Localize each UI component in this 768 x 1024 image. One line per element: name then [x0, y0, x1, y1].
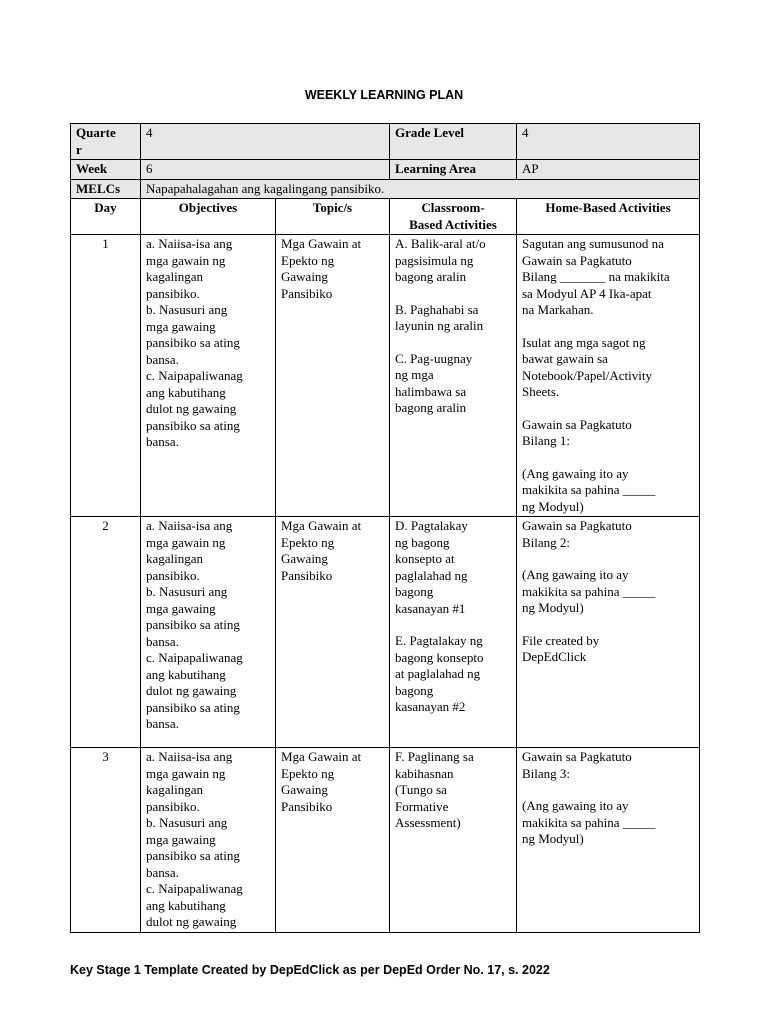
quarter-label: Quarte r	[71, 124, 141, 160]
day-cell: 1	[71, 235, 141, 517]
quarter-value: 4	[141, 124, 390, 160]
document-title: WEEKLY LEARNING PLAN	[304, 88, 464, 102]
learning-area-label: Learning Area	[390, 160, 517, 180]
week-label: Week	[71, 160, 141, 180]
melcs-label: MELCs	[71, 179, 141, 199]
classroom-cell: D. Pagtalakay ng bagong konsepto at paglalahad ng bagong kasanayan #1 E. Pagtalakay ng bagong konsepto at paglalahad ng bagong kasanayan #2	[390, 517, 517, 748]
col-topic-header: Topic/s	[276, 199, 390, 235]
column-header-row	[71, 199, 700, 235]
objectives-cell: a. Naiisa-isa ang mga gawain ng kagalingan pansibiko. b. Nasusuri ang mga gawaing pansibiko sa ating bansa. c. Naipapaliwanag ang kabutihang dulot ng gawaing pansibiko sa ating bansa.	[141, 517, 276, 748]
table-row	[71, 235, 700, 517]
grade-level-label: Grade Level	[390, 124, 517, 160]
melcs-value: Napapahalagahan ang kagalingang pansibiko.	[141, 179, 700, 199]
col-home-header: Home-Based Activities	[517, 199, 700, 235]
col-objectives-header: Objectives	[141, 199, 276, 235]
topic-cell: Mga Gawain at Epekto ng Gawaing Pansibiko	[276, 748, 390, 933]
classroom-cell: A. Balik-aral at/o pagsisimula ng bagong aralin B. Paghahabi sa layunin ng aralin C. Pag-uugnay ng mga halimbawa sa bagong aralin	[390, 235, 517, 517]
learning-area-value: AP	[517, 160, 700, 180]
day-cell: 3	[71, 748, 141, 933]
topic-cell: Mga Gawain at Epekto ng Gawaing Pansibiko	[276, 517, 390, 748]
table-row	[71, 517, 700, 748]
quarter-row	[71, 124, 700, 160]
objectives-cell: a. Naiisa-isa ang mga gawain ng kagalingan pansibiko. b. Nasusuri ang mga gawaing pansibiko sa ating bansa. c. Naipapaliwanag ang kabutihang dulot ng gawaing pansibiko sa ating bansa.	[141, 235, 276, 517]
week-row	[71, 160, 700, 180]
table-row	[71, 748, 700, 933]
topic-cell: Mga Gawain at Epekto ng Gawaing Pansibiko	[276, 235, 390, 517]
home-cell: Sagutan ang sumusunod na Gawain sa Pagkatuto Bilang _______ na makikita sa Modyul AP 4 Ika-apat na Markahan. Isulat ang mga sagot ng bawat gawain sa Notebook/Papel/Activity Sheets. Gawain sa Pagkatuto Bilang 1: (Ang gawaing ito ay makikita sa pahina _____ ng Modyul)	[517, 235, 700, 517]
home-cell: Gawain sa Pagkatuto Bilang 3: (Ang gawaing ito ay makikita sa pahina _____ ng Modyul)	[517, 748, 700, 933]
week-value: 6	[141, 160, 390, 180]
grade-level-value: 4	[517, 124, 700, 160]
footer-note: Key Stage 1 Template Created by DepEdClick as per DepEd Order No. 17, s. 2022	[70, 963, 550, 977]
classroom-cell: F. Paglinang sa kabihasnan (Tungo sa Formative Assessment)	[390, 748, 517, 933]
melcs-row	[71, 179, 700, 199]
weekly-learning-plan-table	[70, 123, 700, 933]
objectives-cell: a. Naiisa-isa ang mga gawain ng kagalingan pansibiko. b. Nasusuri ang mga gawaing pansibiko sa ating bansa. c. Naipapaliwanag ang kabutihang dulot ng gawaing	[141, 748, 276, 933]
col-day-header: Day	[71, 199, 141, 235]
day-cell: 2	[71, 517, 141, 748]
home-cell: Gawain sa Pagkatuto Bilang 2: (Ang gawaing ito ay makikita sa pahina _____ ng Modyul) File created by DepEdClick	[517, 517, 700, 748]
col-classroom-header: Classroom- Based Activities	[390, 199, 517, 235]
